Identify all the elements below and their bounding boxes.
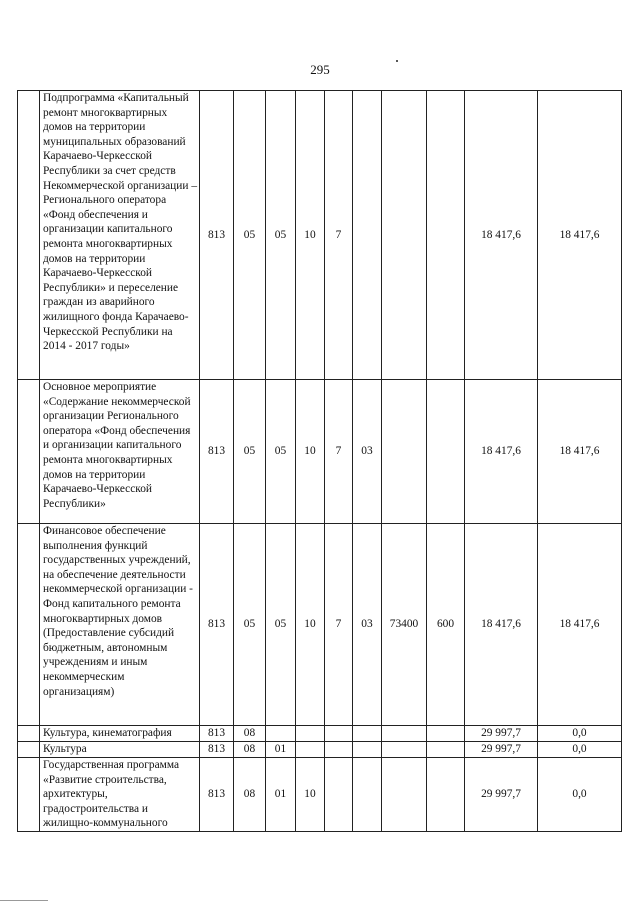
cell-vr: 600 [427, 524, 465, 726]
scan-edge-line [0, 900, 48, 901]
cell-sum-1: 29 997,7 [465, 726, 538, 742]
cell-rz: 08 [234, 726, 266, 742]
cell-sub: 7 [325, 91, 353, 380]
cell-pr: 01 [266, 758, 296, 832]
cell-pr: 05 [266, 91, 296, 380]
cell-vr [427, 380, 465, 524]
page-number: 295 [310, 62, 330, 77]
cell-ved: 813 [200, 726, 234, 742]
cell-sum-2: 0,0 [538, 742, 622, 758]
cell-sum-1: 29 997,7 [465, 758, 538, 832]
cell-osn [353, 91, 382, 380]
cell-vr [427, 726, 465, 742]
budget-table [17, 90, 622, 832]
row-name: Основное мероприятие «Содержание некоммерческой организации Регионального оператора «Фонд обеспечения и организации капитального ремонта многоквартирных домов на территории Карачаево-Черкесской Республики» [40, 380, 200, 524]
row-name: Государственная программа «Развитие строительства, архитектуры, градостроительства и жилищно-коммунального [40, 758, 200, 832]
cell-dir: 73400 [382, 524, 427, 726]
cell-dir [382, 742, 427, 758]
table-row [18, 726, 622, 742]
cell-ved: 813 [200, 524, 234, 726]
row-name: Культура [40, 742, 200, 758]
row-number-cell [18, 524, 40, 726]
cell-sum-2: 18 417,6 [538, 524, 622, 726]
cell-rz: 05 [234, 380, 266, 524]
row-number-cell [18, 380, 40, 524]
row-number-cell [18, 758, 40, 832]
scan-speck [396, 60, 398, 62]
cell-osn: 03 [353, 524, 382, 726]
cell-osn: 03 [353, 380, 382, 524]
cell-prog [296, 742, 325, 758]
cell-dir [382, 726, 427, 742]
cell-vr [427, 758, 465, 832]
cell-sum-2: 18 417,6 [538, 91, 622, 380]
table-row [18, 91, 622, 380]
cell-prog: 10 [296, 524, 325, 726]
cell-vr [427, 91, 465, 380]
cell-osn [353, 742, 382, 758]
cell-sum-2: 0,0 [538, 758, 622, 832]
cell-sum-2: 0,0 [538, 726, 622, 742]
row-name: Культура, кинематография [40, 726, 200, 742]
row-name: Подпрограмма «Капитальный ремонт многоквартирных домов на территории муниципальных образований Карачаево-Черкесской Республики за счет средств Некоммерческой организации – Регионального оператора «Фонд обеспечения и организации капитального ремонта многоквартирных домов на территории Карачаево-Черкесской Республики» и переселение граждан из аварийного жилищного фонда Карачаево-Черкесской Республики на 2014 - 2017 годы» [40, 91, 200, 380]
cell-sub [325, 726, 353, 742]
cell-rz: 08 [234, 742, 266, 758]
cell-pr [266, 726, 296, 742]
cell-osn [353, 726, 382, 742]
cell-sub: 7 [325, 524, 353, 726]
cell-dir [382, 758, 427, 832]
cell-sum-1: 18 417,6 [465, 380, 538, 524]
table-row [18, 524, 622, 726]
row-number-cell [18, 726, 40, 742]
cell-sum-1: 29 997,7 [465, 742, 538, 758]
cell-ved: 813 [200, 742, 234, 758]
cell-ved: 813 [200, 380, 234, 524]
row-name: Финансовое обеспечение выполнения функций государственных учреждений, на обеспечение деятельности некоммерческой организации - Фонд капитального ремонта многоквартирных домов (Предоставление субсидий бюджетным, автономным учреждениям и иным некоммерческим организациям) [40, 524, 200, 726]
cell-rz: 08 [234, 758, 266, 832]
cell-sum-2: 18 417,6 [538, 380, 622, 524]
cell-sum-1: 18 417,6 [465, 524, 538, 726]
cell-rz: 05 [234, 91, 266, 380]
cell-prog [296, 726, 325, 742]
table-row [18, 758, 622, 832]
cell-rz: 05 [234, 524, 266, 726]
cell-sum-1: 18 417,6 [465, 91, 538, 380]
row-number-cell [18, 91, 40, 380]
row-number-cell [18, 742, 40, 758]
cell-osn [353, 758, 382, 832]
cell-pr: 05 [266, 524, 296, 726]
cell-pr: 01 [266, 742, 296, 758]
cell-ved: 813 [200, 91, 234, 380]
cell-sub [325, 742, 353, 758]
cell-sub [325, 758, 353, 832]
table-row [18, 742, 622, 758]
cell-prog: 10 [296, 91, 325, 380]
table-row [18, 380, 622, 524]
cell-prog: 10 [296, 380, 325, 524]
cell-sub: 7 [325, 380, 353, 524]
cell-pr: 05 [266, 380, 296, 524]
cell-vr [427, 742, 465, 758]
cell-ved: 813 [200, 758, 234, 832]
cell-dir [382, 380, 427, 524]
cell-prog: 10 [296, 758, 325, 832]
cell-dir [382, 91, 427, 380]
